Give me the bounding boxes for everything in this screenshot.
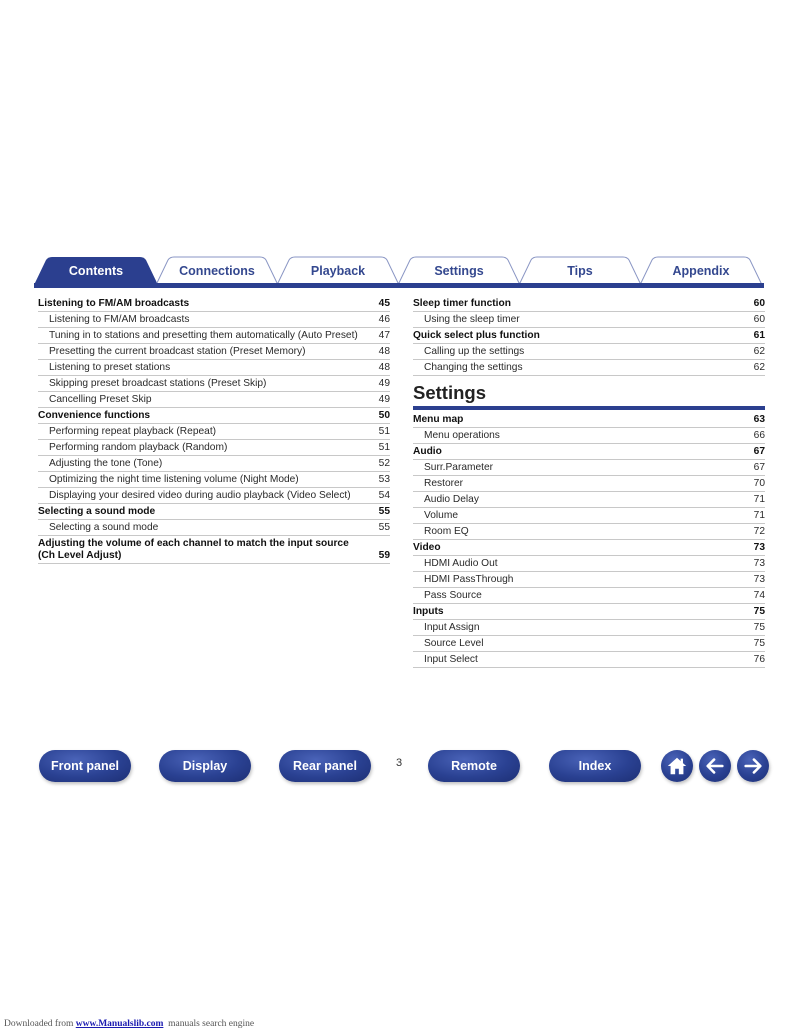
toc-entry-title: HDMI Audio Out — [424, 557, 498, 569]
toc-entry-row[interactable] — [413, 572, 765, 588]
toc-entry-title: Pass Source — [424, 589, 482, 601]
footer-prefix: Downloaded from — [4, 1019, 76, 1029]
toc-entry-row[interactable] — [38, 424, 390, 440]
page-number: 3 — [396, 757, 403, 769]
toc-page-number: 67 — [753, 461, 765, 473]
toc-entry-title: Adjusting the volume of each channel to match the input source (Ch Level Adjust) — [38, 537, 349, 561]
section-title-settings: Settings — [413, 382, 486, 403]
rear-panel-button[interactable]: Rear panel — [279, 750, 371, 782]
toc-entry-title: Presetting the current broadcast station (Preset Memory) — [49, 345, 306, 357]
toc-entry-title: Optimizing the night time listening volume (Night Mode) — [49, 473, 299, 485]
toc-entry-row[interactable] — [413, 360, 765, 376]
toc-entry-row[interactable] — [413, 344, 765, 360]
toc-entry-title: Input Select — [424, 653, 478, 665]
toc-page-number: 73 — [753, 557, 765, 569]
toc-entry-title: Audio Delay — [424, 493, 479, 505]
toc-page-number: 52 — [378, 457, 390, 469]
toc-entry-row[interactable] — [413, 636, 765, 652]
toc-page-number: 62 — [753, 361, 765, 373]
toc-page-number: 46 — [378, 313, 390, 325]
arrow-right-icon — [742, 755, 764, 777]
toc-page-number: 62 — [753, 345, 765, 357]
toc-entry-title: Input Assign — [424, 621, 480, 633]
toc-page-number: 49 — [378, 377, 390, 389]
front-panel-button[interactable]: Front panel — [39, 750, 131, 782]
toc-heading-row[interactable] — [38, 504, 390, 520]
toc-entry-row[interactable] — [413, 652, 765, 668]
toc-entry-row[interactable] — [38, 472, 390, 488]
toc-entry-title: Cancelling Preset Skip — [49, 393, 152, 405]
toc-entry-row[interactable] — [413, 492, 765, 508]
toc-heading-row[interactable] — [413, 444, 765, 460]
toc-page-number: 61 — [753, 329, 765, 341]
toc-entry-title: Video — [413, 541, 441, 553]
toc-page-number: 70 — [753, 477, 765, 489]
home-button[interactable] — [661, 750, 693, 782]
toc-entry-row[interactable] — [413, 476, 765, 492]
toc-entry-title: Menu operations — [424, 429, 500, 441]
toc-page-number: 73 — [753, 541, 765, 553]
toc-entry-title: Surr.Parameter — [424, 461, 494, 473]
toc-page-number: 63 — [753, 413, 765, 425]
tab-bar-rule — [34, 283, 764, 288]
toc-entry-row[interactable] — [38, 520, 390, 536]
toc-entry-row[interactable] — [413, 524, 765, 540]
toc-page-number: 66 — [753, 429, 765, 441]
tab-appendix[interactable] — [639, 256, 763, 286]
toc-entry-title: Volume — [424, 509, 458, 521]
tab-label: Settings — [434, 264, 484, 278]
toc-heading-row[interactable] — [413, 604, 765, 620]
toc-entry-title: Convenience functions — [38, 409, 151, 421]
manualslib-link[interactable]: www.Manualslib.com — [75, 1019, 164, 1029]
toc-entry-row[interactable] — [38, 488, 390, 504]
toc-entry-title: Room EQ — [424, 525, 469, 537]
toc-page-number: 51 — [378, 441, 390, 453]
toc-entry-row[interactable] — [38, 344, 390, 360]
toc-entry-title: Menu map — [413, 413, 464, 425]
toc-entry-title: Performing random playback (Random) — [49, 441, 228, 453]
toc-entry-row[interactable] — [413, 508, 765, 524]
back-button[interactable] — [699, 750, 731, 782]
tab-label: Playback — [310, 264, 366, 278]
toc-heading-row[interactable] — [38, 536, 390, 564]
index-button[interactable]: Index — [549, 750, 641, 782]
toc-entry-row[interactable] — [38, 456, 390, 472]
footer-suffix: manuals search engine — [163, 1019, 255, 1029]
toc-page-number: 73 — [753, 573, 765, 585]
toc-entry-title: Adjusting the tone (Tone) — [49, 457, 163, 469]
toc-entry-title: HDMI PassThrough — [424, 573, 514, 585]
toc-entry-title: Source Level — [424, 637, 484, 649]
tab-label: Tips — [567, 264, 593, 278]
toc-page-number: 55 — [378, 505, 390, 517]
toc-entry-title: Quick select plus function — [413, 329, 540, 341]
forward-button[interactable] — [737, 750, 769, 782]
toc-entry-row[interactable] — [38, 328, 390, 344]
toc-page-number: 48 — [378, 361, 390, 373]
toc-page-number: 75 — [753, 637, 765, 649]
toc-page-number: 72 — [753, 525, 765, 537]
toc-entry-title: Tuning in to stations and presetting them automatically (Auto Preset) — [49, 329, 358, 341]
toc-entry-title: Selecting a sound mode — [49, 521, 159, 533]
toc-page-number: 75 — [753, 605, 765, 617]
toc-entry-title: Listening to FM/AM broadcasts — [49, 313, 190, 325]
toc-page-number: 53 — [378, 473, 390, 485]
toc-right-column — [413, 296, 765, 668]
toc-entry-title: Inputs — [413, 605, 444, 617]
toc-entry-row[interactable] — [38, 360, 390, 376]
tab-contents[interactable] — [34, 256, 158, 286]
remote-button[interactable]: Remote — [428, 750, 520, 782]
toc-entry-title: Changing the settings — [424, 361, 523, 373]
toc-heading-row[interactable] — [38, 296, 390, 312]
toc-entry-title: Using the sleep timer — [424, 313, 520, 325]
toc-entry-row[interactable] — [413, 588, 765, 604]
toc-entry-title: Listening to FM/AM broadcasts — [38, 297, 190, 309]
tab-settings[interactable] — [397, 256, 521, 286]
tab-bar — [34, 256, 764, 286]
toc-page-number: 49 — [378, 393, 390, 405]
tab-tips[interactable] — [518, 256, 642, 286]
toc-page-number: 67 — [753, 445, 765, 457]
toc-entry-title: Audio — [413, 445, 442, 457]
home-icon — [666, 755, 688, 777]
toc-page-number: 71 — [753, 493, 765, 505]
toc-page-number: 60 — [753, 297, 765, 309]
toc-page-number: 75 — [753, 621, 765, 633]
tab-playback[interactable] — [276, 256, 400, 286]
toc-entry-row[interactable] — [413, 428, 765, 444]
toc-entry-title: Calling up the settings — [424, 345, 525, 357]
toc-page-number: 51 — [378, 425, 390, 437]
toc-heading-row[interactable] — [413, 540, 765, 556]
toc-page-number: 60 — [753, 313, 765, 325]
toc-entry-row[interactable] — [413, 460, 765, 476]
tab-connections[interactable] — [155, 256, 279, 286]
toc-page-number: 54 — [378, 489, 390, 501]
toc-entry-title: Selecting a sound mode — [38, 505, 156, 517]
toc-page-number: 76 — [753, 653, 765, 665]
toc-entry-row[interactable] — [38, 392, 390, 408]
arrow-left-icon — [704, 755, 726, 777]
toc-page-number: 74 — [753, 589, 765, 601]
toc-page-number: 71 — [753, 509, 765, 521]
display-button[interactable]: Display — [159, 750, 251, 782]
toc-entry-title: Displaying your desired video during audio playback (Video Select) — [49, 489, 351, 501]
download-footer — [4, 1019, 254, 1029]
toc-heading-row[interactable] — [413, 328, 765, 344]
toc-entry-title: Skipping preset broadcast stations (Preset Skip) — [49, 377, 267, 389]
toc-left-column — [38, 296, 390, 564]
toc-entry-row[interactable] — [413, 556, 765, 572]
toc-entry-title: Restorer — [424, 477, 464, 489]
toc-heading-row[interactable] — [413, 412, 765, 428]
toc-entry-title: Performing repeat playback (Repeat) — [49, 425, 217, 437]
toc-entry-row[interactable] — [38, 312, 390, 328]
toc-heading-row[interactable] — [38, 408, 390, 424]
toc-page-number: 55 — [378, 521, 390, 533]
toc-page-number: 59 — [378, 549, 390, 561]
toc-heading-row[interactable] — [413, 296, 765, 312]
tab-label: Appendix — [672, 264, 730, 278]
toc-entry-row[interactable] — [413, 620, 765, 636]
toc-entry-row[interactable] — [38, 376, 390, 392]
toc-page-number: 47 — [378, 329, 390, 341]
toc-page-number: 50 — [378, 409, 390, 421]
toc-page-number: 45 — [378, 297, 390, 309]
toc-page-number: 48 — [378, 345, 390, 357]
tab-label: Connections — [179, 264, 255, 278]
section-rule — [413, 406, 765, 410]
tab-label: Contents — [68, 264, 124, 278]
toc-entry-title: Listening to preset stations — [49, 361, 171, 373]
toc-entry-row[interactable] — [413, 312, 765, 328]
toc-entry-row[interactable] — [38, 440, 390, 456]
toc-entry-title: Sleep timer function — [413, 297, 511, 309]
